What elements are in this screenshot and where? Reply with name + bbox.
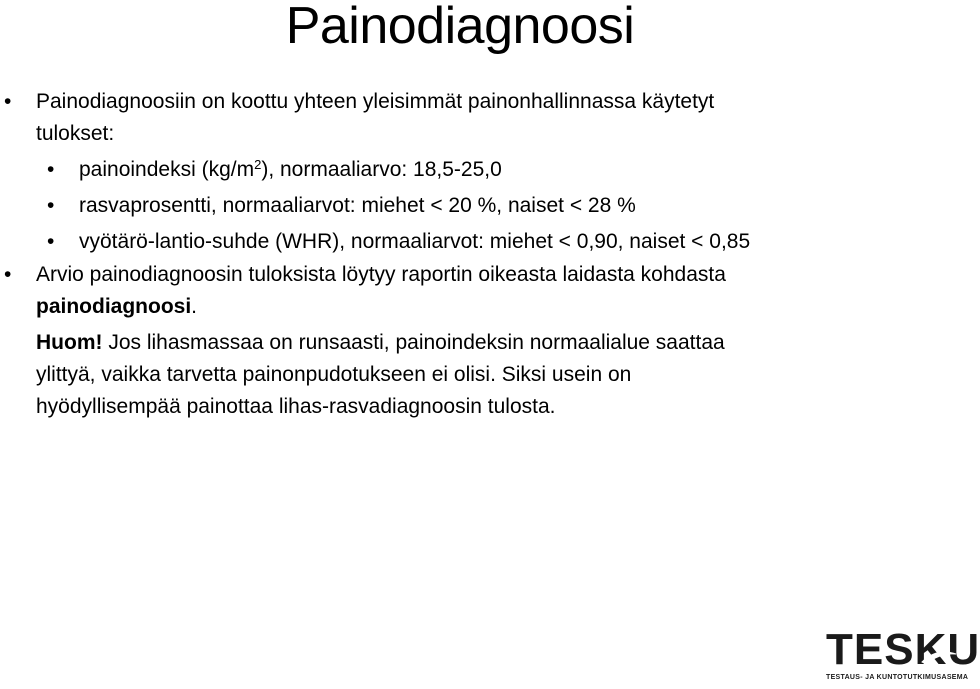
report-period: . — [191, 295, 198, 318]
note-line-2: ylittyä, vaikka tarvetta painonpudotukseen ei olisi. Siksi usein on — [36, 363, 632, 386]
report-line-1: Arvio painodiagnoosin tuloksista löytyy raportin oikeasta laidasta kohdasta — [36, 263, 726, 286]
intro-line-1: Painodiagnoosiin on koottu yhteen yleisimmät painonhallinnassa käytetyt — [36, 90, 715, 113]
bmi-text-pre: painoindeksi (kg/m — [79, 158, 255, 181]
bullet-dot-icon: • — [4, 90, 12, 113]
note-line-1: Jos lihasmassaa on runsaasti, painoindeksin normaalialue saattaa — [102, 331, 725, 354]
fat-percentage-text: rasvaprosentti, normaaliarvot: miehet < 20 %, naiset < 28 % — [79, 194, 636, 217]
bmi-text-post: ), normaaliarvo: 18,5-25,0 — [261, 158, 502, 181]
slide-content — [0, 86, 900, 423]
note-paragraph — [0, 327, 900, 423]
logo-subtitle: TESTAUS- JA KUNTOTUTKIMUSASEMA — [826, 674, 969, 681]
bullet-dot-icon: • — [47, 230, 55, 253]
note-line-3: hyödyllisempää painottaa lihas-rasvadiagnoosin tulosta. — [36, 395, 556, 418]
sub-bullet-whr — [0, 226, 900, 258]
page-title: Painodiagnoosi — [285, 0, 635, 55]
logo-swoosh-icon — [922, 650, 956, 664]
bullet-report — [0, 259, 900, 323]
bullet-intro — [0, 86, 900, 150]
report-keyword: painodiagnoosi — [36, 295, 192, 318]
logo-wordmark: TESKU — [826, 625, 980, 674]
sub-bullet-fat-percentage — [0, 190, 900, 222]
bullet-dot-icon: • — [47, 158, 55, 181]
sub-bullet-bmi — [0, 154, 900, 186]
intro-line-2: tulokset: — [36, 122, 115, 145]
tesku-logo — [826, 625, 980, 686]
bmi-superscript: 2 — [254, 157, 262, 172]
bullet-dot-icon: • — [47, 194, 55, 217]
whr-text: vyötärö-lantio-suhde (WHR), normaaliarvot: miehet < 0,90, naiset < 0,85 — [79, 230, 751, 253]
note-label: Huom! — [36, 331, 103, 354]
bullet-dot-icon: • — [4, 263, 12, 286]
